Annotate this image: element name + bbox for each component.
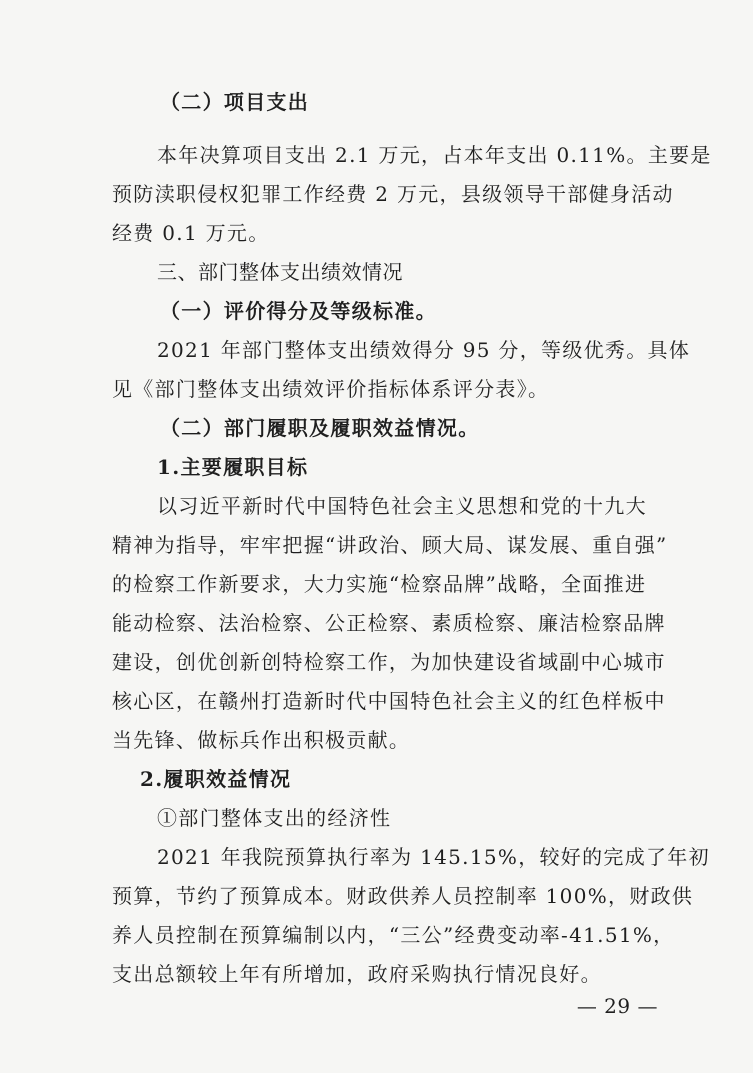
paragraph-line: 精神为指导，牢牢把握“讲政治、顾大局、谋发展、重自强” [112,533,668,557]
paragraph-line: 能动检察、法治检察、公正检察、素质检察、廉洁检察品牌 [112,611,666,635]
page-number: — 29 — [576,994,658,1018]
paragraph-line: 见《部门整体支出绩效评价指标体系评分表》。 [112,377,550,401]
subheading-economy: ①部门整体支出的经济性 [157,806,392,830]
paragraph-line: 预防渎职侵权犯罪工作经费 2 万元，县级领导干部健身活动 [112,182,674,206]
paragraph-line: 的检察工作新要求，大力实施“检察品牌”战略，全面推进 [112,572,647,596]
section-heading-project-expenditure: （二）项目支出 [160,90,310,114]
paragraph-line: 本年决算项目支出 2.1 万元，占本年支出 0.11%。主要是 [157,143,712,167]
paragraph-line: 养人员控制在预算编制以内，“三公”经费变动率-41.51%， [112,923,675,947]
paragraph-line: 2021 年我院预算执行率为 145.15%，较好的完成了年初 [157,845,710,869]
paragraph-line: 当先锋、做标兵作出积极贡献。 [112,728,411,752]
section-heading-performance: 三、部门整体支出绩效情况 [157,260,403,284]
subheading-main-goals: 1.主要履职目标 [157,455,309,479]
paragraph-line: 建设，创优创新创特检察工作，为加快建设省域副中心城市 [112,650,666,674]
paragraph-line: 预算，节约了预算成本。财政供养人员控制率 100%，财政供 [112,884,694,908]
subheading-effectiveness: 2.履职效益情况 [140,767,292,791]
subheading-score: （一）评价得分及等级标准。 [160,299,437,323]
subheading-duty-performance: （二）部门履职及履职效益情况。 [160,416,480,440]
paragraph-line: 以习近平新时代中国特色社会主义思想和党的十九大 [157,494,647,518]
paragraph-line: 支出总额较上年有所增加，政府采购执行情况良好。 [112,962,602,986]
paragraph-line: 经费 0.1 万元。 [112,221,270,245]
paragraph-line: 核心区，在赣州打造新时代中国特色社会主义的红色样板中 [112,689,666,713]
paragraph-line: 2021 年部门整体支出绩效得分 95 分，等级优秀。具体 [157,338,691,362]
